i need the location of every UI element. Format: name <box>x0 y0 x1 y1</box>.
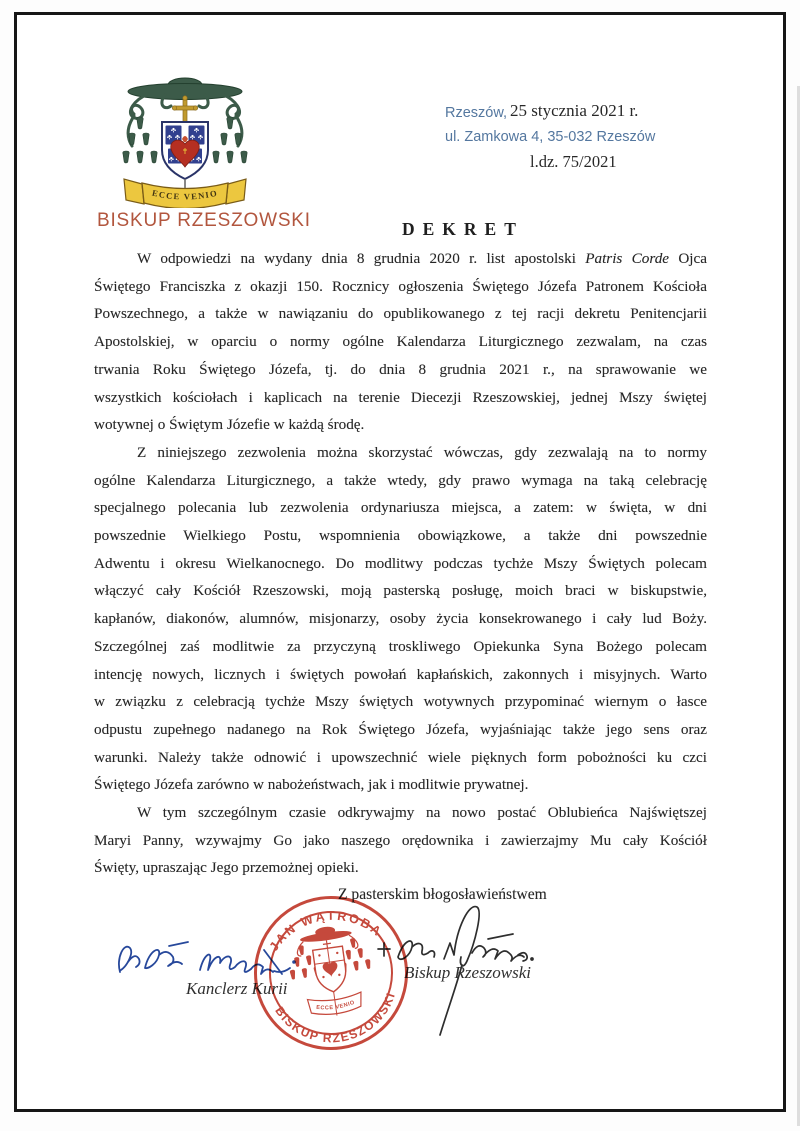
body-line: warunki. Należy także odnowić i upowszechnić wiele pięknych form pobożności ku czci <box>94 748 707 766</box>
body-line: ogólne Kalendarza Liturgicznego, a także wtedy, gdy prawo wymaga na taką celebrację <box>94 471 707 489</box>
signoff-text: Z pasterskim błogosławieństwem <box>338 886 547 903</box>
motto-text: ECCE VENIO <box>151 187 219 202</box>
stamp-bottom-text: BISKUP RZESZOWSKI <box>272 990 399 1046</box>
letterhead-address: ul. Zamkowa 4, 35-032 Rzeszów <box>445 129 656 145</box>
body-line: kapłanów, diakonów, alumnów, misjonarzy, osoby życia konsekrowanego i cały lud Boży. <box>94 610 707 628</box>
body-line: Maryi Panny, wzywajmy Go jako naszego orędownika i zawierzajmy Mu cały Kościół <box>94 831 707 849</box>
body-line: Szczególnej zaś modlitwie za przyczyną troskliwego Opiekunka Syna Bożego polecam <box>94 637 707 655</box>
letterhead-date: 25 stycznia 2021 r. <box>510 101 639 120</box>
stamp-coat-of-arms <box>284 921 377 1021</box>
body-line: trwania Roku Świętego Józefa, tj. do dnia 8 grudnia 2021 r., na sprawowanie we <box>94 360 707 378</box>
bishop-role-label: Biskup Rzeszowski <box>404 963 532 982</box>
coat-of-arms-icon <box>118 76 252 208</box>
document-body <box>94 245 707 882</box>
letterhead-reference: l.dz. 75/2021 <box>530 152 617 171</box>
stamp-top-text: JAN WĄTROBA <box>266 908 386 954</box>
body-line: Apostolskiej, w oparciu o normy ogólne Kalendarza Liturgicznego zezwalam, na czas <box>94 333 707 351</box>
body-line: Święty, upraszając Jego przemożnej opieki. <box>94 859 359 877</box>
svg-text:BISKUP RZESZOWSKI <box>271 988 404 1054</box>
body-line: Świętego Franciszka z okazji 150. Rocznicy ogłoszenia Świętego Józefa Patronem Kościoła <box>94 277 707 295</box>
body-line: Powszechnego, a także w nawiązaniu do opublikowanego z tej racji dekretu Penitencjarii <box>94 305 707 323</box>
body-line: w związku z celebracją tychże Mszy świętych wotywnych przypominać wiernym o łasce <box>94 693 707 711</box>
body-line: Świętego Józefa zarówno w nabożeństwach, jak i modlitwie prywatnej. <box>94 776 529 794</box>
body-line: W tym szczególnym czasie odkrywajmy na nowo postać Oblubieńca Najświętszej <box>137 804 707 822</box>
body-line: Z niniejszego zezwolenia można skorzystać wówczas, gdy zezwalają na to normy <box>137 443 707 461</box>
document-title: DEKRET <box>402 219 524 239</box>
body-line: Adwentu i okresu Wielkanocnego. Do modlitwy podczas tychże Mszy Świętych polecam <box>94 554 707 572</box>
svg-text:ECCE VENIO <box>315 999 356 1013</box>
body-line: wotywnej o Świętym Józefie w każdą środę. <box>94 416 365 434</box>
cross-icon <box>172 96 197 124</box>
body-line: odpustu zupełnego nadanego na Rok Świętego Józefa, wyjaśniając także jego sens oraz <box>94 720 707 738</box>
issuer-title: BISKUP RZESZOWSKI <box>97 210 311 231</box>
bishop-stamp <box>240 882 423 1065</box>
body-line: specjalnego polecania lub zezwolenia ordynariusza miejsca, a zatem: w święta, w dni <box>94 499 707 517</box>
stamp-motto-text: ECCE VENIO <box>315 999 356 1012</box>
letterhead-city: Rzeszów, <box>445 105 508 121</box>
body-line: włączyć cały Kościół Rzeszowski, moją pasterską posługę, moich braci w biskupstwie, <box>94 582 707 600</box>
body-line: powszednie Wielkiego Postu, wspomnienia obowiązkowe, a także dni powszednie <box>94 527 707 545</box>
chancellor-role-label: Kanclerz Kurii <box>186 979 288 998</box>
body-line: intencję nowych, licznych i świętych powołań kapłańskich, zakonnych i misyjnych. Warto <box>94 665 707 683</box>
body-line: wszystkich kościołach i kaplicach na terenie Diecezji Rzeszowskiej, jednej Mszy świętej <box>94 388 707 406</box>
body-line: W odpowiedzi na wydany dnia 8 grudnia 2020 r. list apostolski Patris Corde Ojca <box>137 250 707 267</box>
